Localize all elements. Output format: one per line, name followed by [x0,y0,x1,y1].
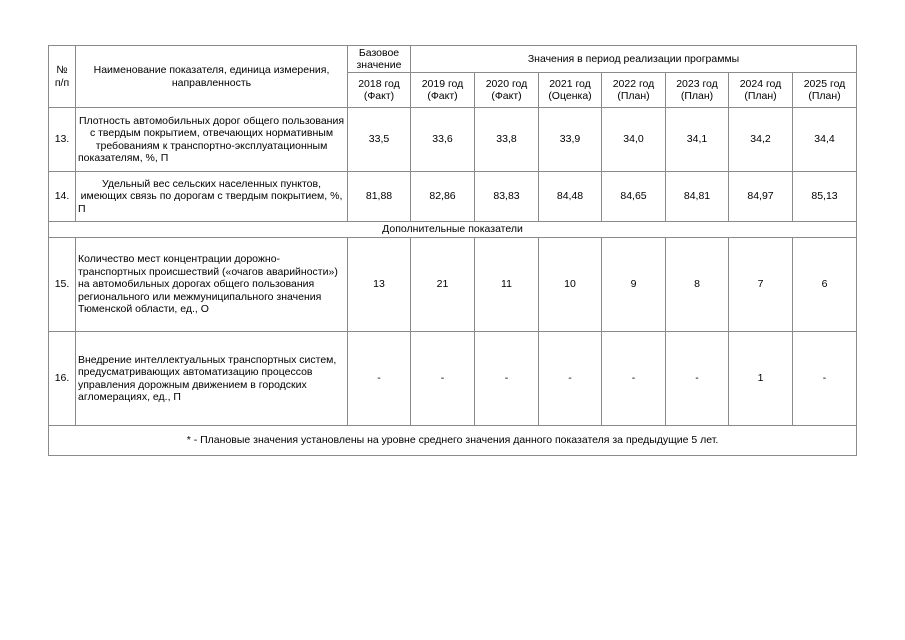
header-year-4 [602,73,666,108]
header-year-kind: (План) [617,90,650,102]
header-year-label: 2019 год [421,77,464,90]
row-value: 7 [729,238,793,332]
header-year-kind: (План) [744,90,777,102]
row-value: 82,86 [411,172,475,222]
header-year-label: 2020 год [485,77,528,90]
row-value: 81,88 [348,172,411,222]
row-value: 11 [475,238,539,332]
section-row [49,222,857,238]
table-row [49,332,857,426]
row-value: - [666,332,729,426]
header-year-7 [793,73,857,108]
row-value: 84,65 [602,172,666,222]
header-year-kind: (План) [808,90,841,102]
row-value: 9 [602,238,666,332]
header-year-0 [348,73,411,108]
row-value: 33,5 [348,108,411,172]
row-value: 6 [793,238,857,332]
footnote: * - Плановые значения установлены на уровне среднего значения данного показателя за предыдущие 5 лет. [49,426,857,456]
table-row [49,108,857,172]
row-value: 8 [666,238,729,332]
header-year-kind: (Факт) [427,90,458,102]
header-year-label: 2024 год [739,77,782,90]
header-year-label: 2018 год [358,77,400,90]
row-value: 34,2 [729,108,793,172]
header-year-3 [539,73,602,108]
row-value: 84,48 [539,172,602,222]
header-year-1 [411,73,475,108]
header-year-kind: (План) [680,90,714,102]
header-name: Наименование показателя, единица измерения, направленность [76,46,348,108]
row-name: Внедрение интеллектуальных транспортных систем, предусматривающих автоматизацию процессов управления дорожным движением в городских агломерациях, ед., П [76,332,348,426]
header-year-5 [666,73,729,108]
footnote-row [49,426,857,456]
header-year-6 [729,73,793,108]
indicators-table [48,45,857,456]
row-num: 16. [49,332,76,426]
row-value: 83,83 [475,172,539,222]
header-num: № п/п [49,46,76,108]
header-year-kind: (Факт) [363,90,395,102]
row-value: 33,6 [411,108,475,172]
header-year-label: 2023 год [676,77,718,90]
row-value: 34,1 [666,108,729,172]
row-value: - [475,332,539,426]
row-num: 15. [49,238,76,332]
header-year-label: 2022 год [612,77,655,90]
header-year-label: 2021 год [549,77,591,90]
row-value: 34,4 [793,108,857,172]
row-value: 13 [348,238,411,332]
header-year-kind: (Оценка) [548,90,592,102]
section-title: Дополнительные показатели [49,222,857,238]
row-value: 34,0 [602,108,666,172]
header-row-1 [49,46,857,73]
row-name: Количество мест концентрации дорожно-транспортных происшествий («очагов аварийности») на автомобильных дорогах общего пользования регионального или межмуниципального значения Тюменской области, ед., О [76,238,348,332]
row-value: 33,8 [475,108,539,172]
row-value: 1 [729,332,793,426]
row-num: 14. [49,172,76,222]
row-num: 13. [49,108,76,172]
row-value: - [348,332,411,426]
row-name: Удельный вес сельских населенных пунктов, имеющих связь по дорогам с твердым покрытием, %, П [76,172,348,222]
row-value: - [793,332,857,426]
table-row [49,172,857,222]
row-value: 85,13 [793,172,857,222]
table-row [49,238,857,332]
row-value: - [602,332,666,426]
row-value: 10 [539,238,602,332]
header-base: Базовое значение [348,46,411,73]
row-value: - [411,332,475,426]
row-value: 33,9 [539,108,602,172]
header-year-kind: (Факт) [491,90,522,102]
header-year-2 [475,73,539,108]
row-name: Плотность автомобильных дорог общего пользования с твердым покрытием, отвечающих нормативным требованиям к транспортно-эксплуатационным показателям, %, П [76,108,348,172]
row-value: - [539,332,602,426]
row-value: 84,81 [666,172,729,222]
row-value: 84,97 [729,172,793,222]
header-period: Значения в период реализации программы [411,46,857,73]
header-year-label: 2025 год [803,77,846,90]
row-value: 21 [411,238,475,332]
